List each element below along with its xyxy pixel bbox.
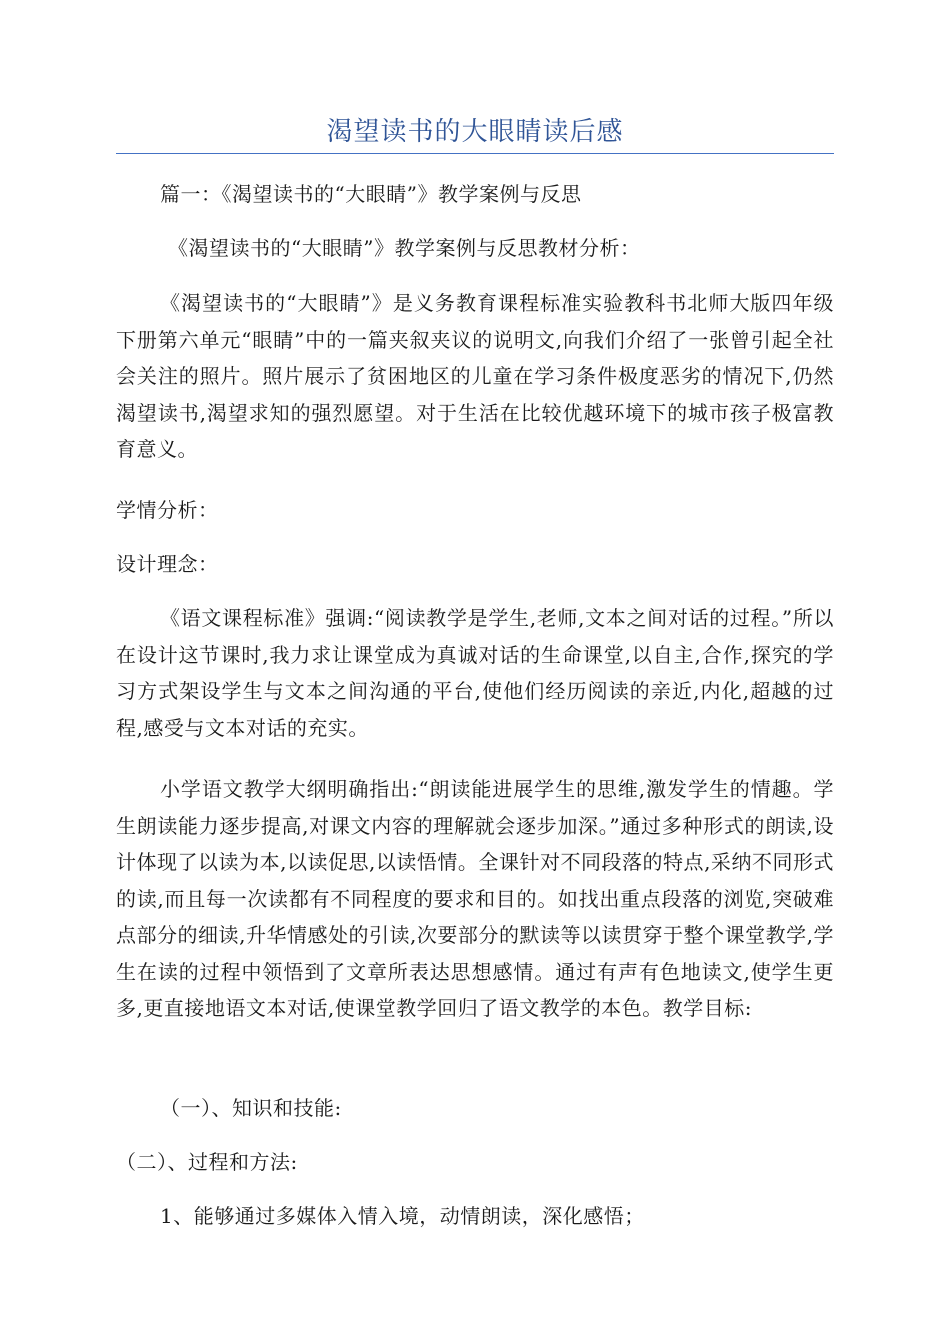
goal-knowledge-skills: （一）、知识和技能: [160, 1096, 342, 1120]
paragraph-textbook-analysis: 《渴望读书的“大眼睛”》是义务教育课程标准实验教科书北师大版四年级下册第六单元“眼睛”中的一篇夹叙夹议的说明文,向我们介绍了一张曾引起全社会关注的照片。照片展示了贫困地区的儿童在学习条件极度恶劣的情况下,仍然渴望读书,渴望求知的强烈愿望。对于生活在比较优越环境下的城市孩子极富教育意义。 [116, 291, 834, 461]
paragraph-design-concept: 《语文课程标准》强调:“阅读教学是学生,老师,文本之间对话的过程。”所以在设计这节课时,我力求让课堂成为真诚对话的生命课堂,以自主,合作,探究的学习方式架设学生与文本之间沟通的平台,使他们经历阅读的亲近,内化,超越的过程,感受与文本对话的充实。 [116, 606, 834, 740]
goal-process-methods: （二）、过程和方法: [116, 1150, 298, 1174]
heading-textbook-analysis: 《渴望读书的“大眼睛”》教学案例与反思教材分析： [168, 236, 641, 260]
heading-part-one: 篇一：《渴望读书的“大眼睛”》教学案例与反思 [160, 182, 582, 206]
label-student-analysis: 学情分析： [116, 498, 219, 522]
document-title: 渴望读书的大眼睛读后感 [326, 117, 624, 147]
title-underline [116, 153, 834, 154]
paragraph-reading-outline: 小学语文教学大纲明确指出:“朗读能进展学生的思维,激发学生的情趣。学生朗读能力逐步提高,对课文内容的理解就会逐步加深。”通过多种形式的朗读,设计体现了以读为本,以读促思,以读悟情。全课针对不同段落的特点,采纳不同形式的读,而且每一次读都有不同程度的要求和目的。如找出重点段落的浏览,突破难点部分的细读,升华情感处的引读,次要部分的默读等以读贯穿于整个课堂教学,学生在读的过程中领悟到了文章所表达思想感情。通过有声有色地读文,使学生更多,更直接地语文本对话,使课堂教学回归了语文教学的本色。教学目标: [116, 777, 834, 1020]
label-design-concept: 设计理念： [116, 552, 219, 576]
list-item-1: 1、能够通过多媒体入情入境，动情朗读，深化感悟； [160, 1204, 645, 1228]
